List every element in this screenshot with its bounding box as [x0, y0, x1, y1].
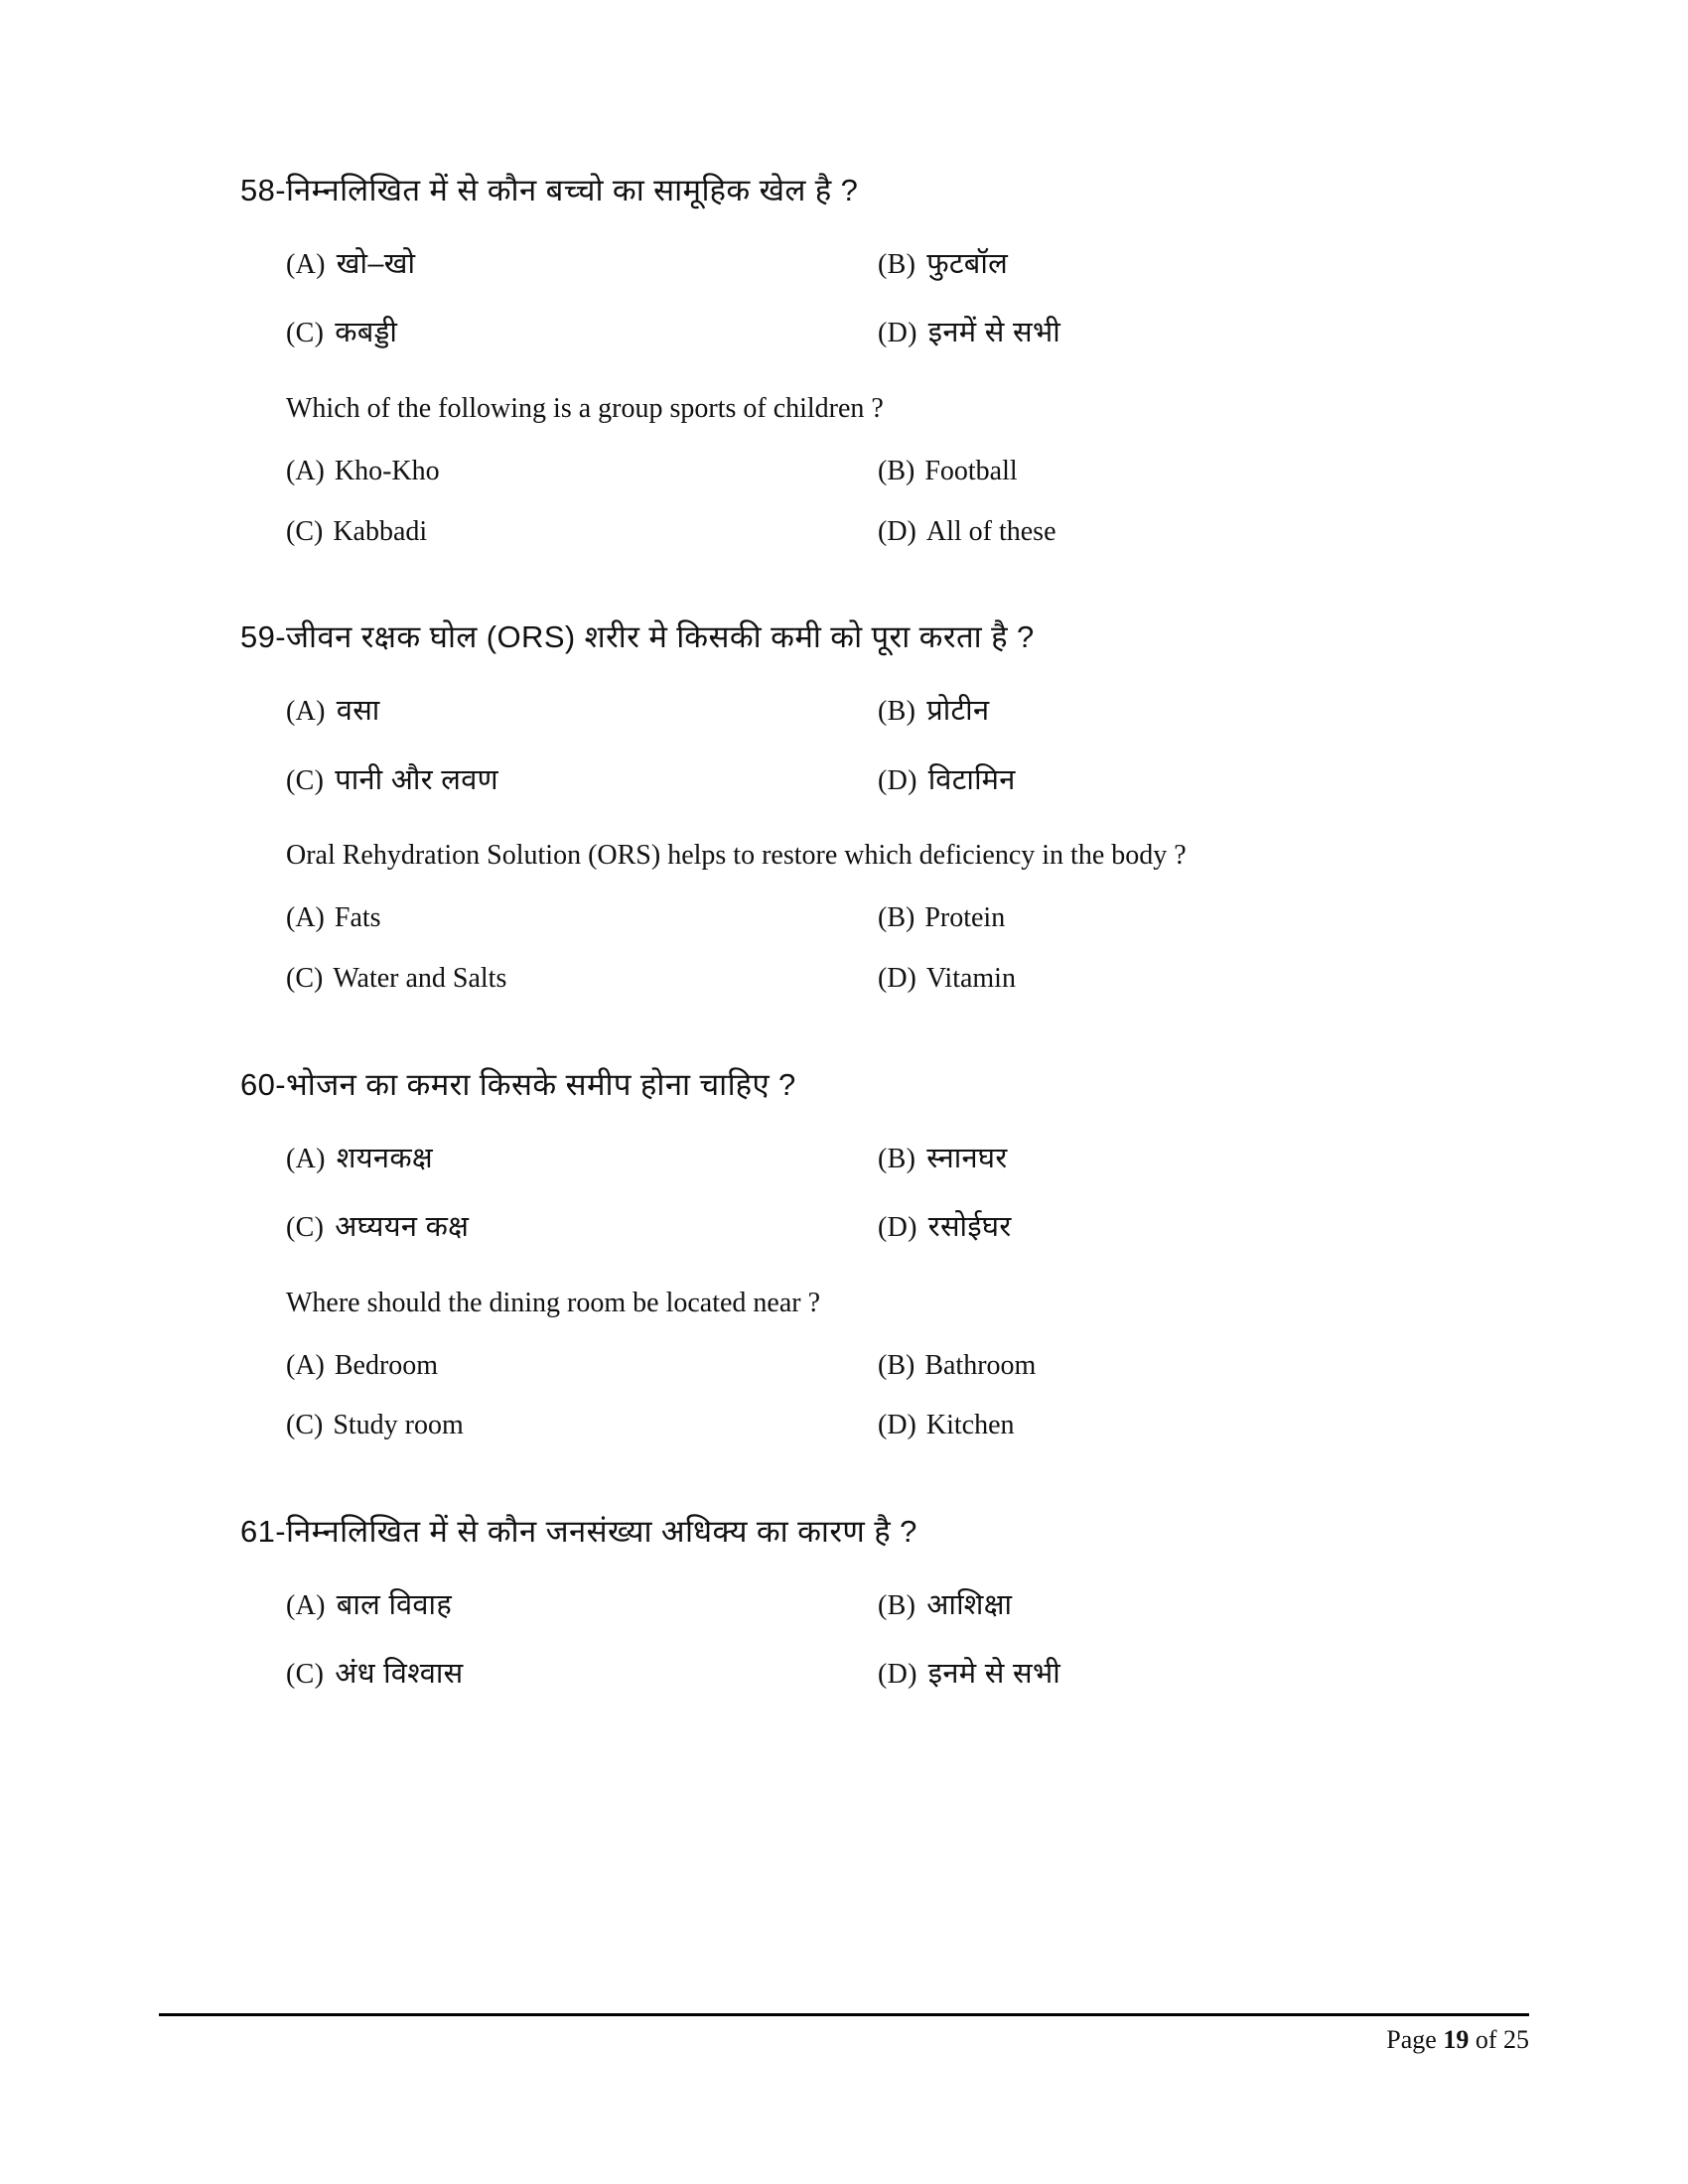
- option-label: (C): [286, 963, 324, 995]
- question-block-58: [240, 169, 1470, 552]
- option-text: वसा: [336, 695, 380, 728]
- question-59-number: 59-: [240, 619, 287, 655]
- option-59-hindi-a[interactable]: [286, 690, 878, 734]
- option-row: [286, 1406, 1470, 1446]
- question-60-english-options: [246, 1346, 1470, 1446]
- option-row: [286, 1346, 1470, 1387]
- option-59-english-c[interactable]: [286, 959, 878, 1000]
- footer-page-label: Page: [1386, 2025, 1437, 2054]
- option-label: (A): [286, 1349, 325, 1381]
- option-label: (A): [286, 696, 326, 728]
- question-60-number: 60-: [240, 1066, 287, 1102]
- option-row: [286, 1584, 1470, 1628]
- option-60-hindi-a[interactable]: [286, 1138, 878, 1181]
- option-label: (D): [878, 963, 916, 995]
- option-row: [286, 243, 1470, 287]
- option-61-hindi-b[interactable]: [878, 1584, 1470, 1628]
- option-58-english-d[interactable]: [878, 512, 1470, 553]
- question-60-english-stem: Where should the dining room be located near ?: [286, 1287, 821, 1318]
- option-text: Bedroom: [334, 1349, 439, 1381]
- option-61-hindi-a[interactable]: [286, 1584, 878, 1628]
- option-row: [286, 759, 1470, 803]
- option-text: अघ्ययन कक्ष: [335, 1211, 470, 1244]
- option-text: पानी और लवण: [335, 763, 498, 796]
- option-row: [286, 1653, 1470, 1697]
- option-text: Football: [924, 456, 1018, 487]
- option-58-english-b[interactable]: [878, 452, 1470, 492]
- option-label: (A): [286, 1143, 326, 1174]
- option-58-hindi-a[interactable]: [286, 243, 878, 287]
- option-row: [286, 312, 1470, 355]
- option-row: [286, 898, 1470, 939]
- option-59-hindi-d[interactable]: [878, 759, 1470, 803]
- option-58-english-c[interactable]: [286, 512, 878, 553]
- question-block-61: [240, 1510, 1470, 1697]
- option-row: [286, 959, 1470, 1000]
- question-59-hindi-stem: [240, 615, 1470, 660]
- option-label: (A): [286, 456, 325, 487]
- option-60-english-c[interactable]: [286, 1406, 878, 1446]
- question-block-59: [240, 615, 1470, 999]
- option-60-english-b[interactable]: [878, 1346, 1470, 1387]
- option-label: (D): [878, 515, 916, 547]
- option-60-english-d[interactable]: [878, 1406, 1470, 1446]
- option-label: (D): [878, 1212, 917, 1244]
- option-59-hindi-c[interactable]: [286, 759, 878, 803]
- option-label: (A): [286, 1589, 326, 1621]
- option-label: (B): [878, 696, 916, 728]
- question-59-hindi-options: [246, 690, 1470, 802]
- option-label: (C): [286, 318, 325, 349]
- option-row: [286, 1138, 1470, 1181]
- option-text: प्रोटीन: [926, 695, 990, 728]
- page-footer: [1386, 2025, 1529, 2055]
- option-label: (B): [878, 902, 915, 934]
- question-block-60: [240, 1063, 1470, 1446]
- option-row: [286, 512, 1470, 553]
- questions-container: [240, 169, 1470, 1760]
- option-label: (D): [878, 1410, 916, 1441]
- option-text: Study room: [333, 1410, 464, 1441]
- option-label: (C): [286, 1212, 325, 1244]
- question-61-hindi-text: निम्नलिखित में से कौन जनसंख्या अधिक्य का कारण है ?: [286, 1513, 917, 1549]
- question-58-english-options: [246, 452, 1470, 552]
- question-61-number: 61-: [240, 1513, 287, 1549]
- question-58-hindi-options: [246, 243, 1470, 355]
- option-text: Vitamin: [925, 963, 1016, 995]
- option-58-english-a[interactable]: [286, 452, 878, 492]
- question-61-hindi-options: [246, 1584, 1470, 1697]
- option-60-english-a[interactable]: [286, 1346, 878, 1387]
- option-text: अंध विश्वास: [335, 1658, 464, 1691]
- option-text: इनमें से सभी: [927, 317, 1061, 349]
- option-text: Water and Salts: [333, 963, 507, 995]
- option-text: Kho-Kho: [334, 456, 440, 487]
- option-row: [286, 690, 1470, 734]
- option-text: Bathroom: [924, 1349, 1037, 1381]
- footer-divider: [159, 2013, 1529, 2016]
- footer-of-label: of: [1475, 2025, 1497, 2054]
- question-58-hindi-text: निम्नलिखित में से कौन बच्चो का सामूहिक खेल है ?: [286, 173, 859, 207]
- option-text: Kitchen: [925, 1410, 1015, 1441]
- option-label: (C): [286, 1659, 325, 1691]
- question-58-english-stem: Which of the following is a group sports of children ?: [286, 392, 884, 424]
- option-58-hindi-b[interactable]: [878, 243, 1470, 287]
- question-58-hindi-stem: [240, 169, 1470, 213]
- option-label: (B): [878, 1143, 916, 1174]
- option-text: इनमे से सभी: [927, 1658, 1061, 1691]
- option-59-english-d[interactable]: [878, 959, 1470, 1000]
- option-label: (D): [878, 764, 917, 796]
- option-label: (B): [878, 456, 915, 487]
- option-61-hindi-d[interactable]: [878, 1653, 1470, 1697]
- question-60-hindi-options: [246, 1138, 1470, 1250]
- option-text: बाल विवाह: [336, 1588, 453, 1621]
- option-text: All of these: [925, 515, 1056, 547]
- option-label: (D): [878, 318, 917, 349]
- option-59-hindi-b[interactable]: [878, 690, 1470, 734]
- option-58-hindi-d[interactable]: [878, 312, 1470, 355]
- option-text: Fats: [334, 902, 381, 934]
- option-text: आशिक्षा: [926, 1588, 1013, 1621]
- option-label: (C): [286, 764, 325, 796]
- option-text: रसोईघर: [927, 1211, 1012, 1244]
- option-60-hindi-b[interactable]: [878, 1138, 1470, 1181]
- option-label: (B): [878, 1349, 915, 1381]
- option-label: (C): [286, 1410, 324, 1441]
- option-61-hindi-c[interactable]: [286, 1653, 878, 1697]
- option-text: शयनकक्ष: [336, 1142, 433, 1174]
- option-60-hindi-c[interactable]: [286, 1206, 878, 1250]
- question-60-hindi-stem: [240, 1063, 1470, 1108]
- option-row: [286, 1206, 1470, 1250]
- option-59-english-b[interactable]: [878, 898, 1470, 939]
- question-59-english-stem: Oral Rehydration Solution (ORS) helps to restore which deficiency in the body ?: [286, 840, 1187, 872]
- option-text: Kabbadi: [333, 515, 428, 547]
- option-label: (D): [878, 1659, 917, 1691]
- option-59-english-a[interactable]: [286, 898, 878, 939]
- option-label: (B): [878, 248, 916, 280]
- footer-page-number: 19: [1443, 2025, 1470, 2054]
- option-58-hindi-c[interactable]: [286, 312, 878, 355]
- option-label: (B): [878, 1589, 916, 1621]
- option-text: कबड्डी: [335, 317, 398, 349]
- question-59-english-options: [246, 898, 1470, 999]
- option-label: (A): [286, 902, 325, 934]
- option-text: खो–खो: [336, 247, 416, 280]
- question-58-number: 58-: [240, 173, 287, 207]
- option-text: फुटबॉल: [926, 247, 1009, 280]
- option-text: विटामिन: [927, 763, 1016, 796]
- option-label: (C): [286, 515, 324, 547]
- option-text: स्नानघर: [926, 1142, 1008, 1174]
- option-text: Protein: [924, 902, 1006, 934]
- option-60-hindi-d[interactable]: [878, 1206, 1470, 1250]
- question-61-hindi-stem: [240, 1510, 1470, 1555]
- question-60-hindi-text: भोजन का कमरा किसके समीप होना चाहिए ?: [286, 1066, 796, 1102]
- option-row: [286, 452, 1470, 492]
- question-59-hindi-text: जीवन रक्षक घोल (ORS) शरीर मे किसकी कमी को पूरा करता है ?: [286, 619, 1035, 655]
- option-label: (A): [286, 248, 326, 280]
- footer-page-total: 25: [1503, 2025, 1529, 2054]
